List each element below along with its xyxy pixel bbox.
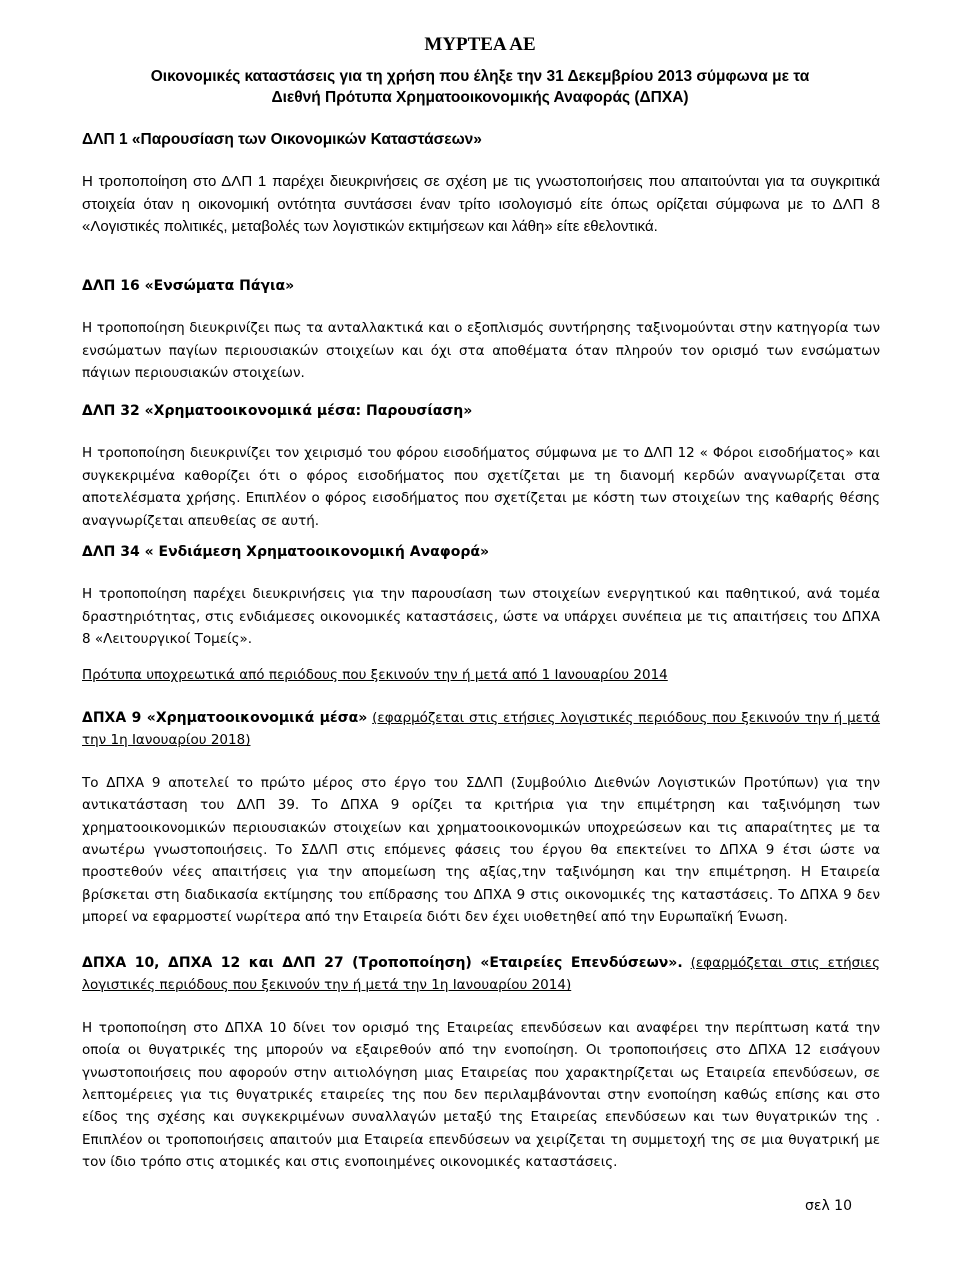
section-ias16 — [82, 275, 880, 385]
section-ias32 — [82, 400, 880, 532]
heading-title: ΔΠΧΑ 9 «Χρηματοοικονομικά μέσα» — [82, 710, 368, 726]
section-ifrs9 — [82, 707, 880, 929]
section-heading — [82, 707, 880, 752]
report-title-line-2: Διεθνή Πρότυπα Χρηματοοικονομικής Αναφοράς (ΔΠΧΑ) — [271, 89, 689, 106]
section-heading — [82, 952, 880, 997]
section-mandatory-standards — [82, 664, 880, 686]
heading-note: (εφαρμόζεται στις ετήσιες λογιστικές περιόδους που ξεκινούν την ή μετά την 1η Ιανουαρίου 2014) — [82, 955, 880, 994]
section-body: Η τροποποίηση στο ΔΛΠ 1 παρέχει διευκρινήσεις σε σχέση με τις γνωστοποιήσεις που απαιτούνται για τα συγκριτικά στοιχεία όταν η οικονομική οντότητα συντάσσει έναν τρίτο ισολογισμό είτε όπως ορίζεται σύμφωνα με το ΔΛΠ 8 «Λογιστικές πολιτικές, μεταβολές των λογιστικών εκτιμήσεων και λάθη» είτε εθελοντικά. — [82, 173, 880, 236]
section-heading: ΔΛΠ 16 «Ενσώματα Πάγια» — [82, 278, 295, 294]
section-ias34 — [82, 541, 880, 651]
section-body: Η τροποποίηση διευκρινίζει τον χειρισμό του φόρου εισοδήματος σύμφωνα με το ΔΛΠ 12 « Φόροι εισοδήματος» και συγκεκριμένα καθορίζει ότι ο φόρος εισοδήματος που σχετίζεται με τη διανομή κερδών αναγνωρίζεται στα αποτελέσματα χρήσης. Επιπλέον ο φόρος εισοδήματος που σχετίζεται με κόστη των στοιχείων της καθαρής θέσης αναγνωρίζεται απευθείας σε αυτή. — [82, 445, 880, 529]
heading-note: (εφαρμόζεται στις ετήσιες λογιστικές περιόδους που ξεκινούν την ή μετά την 1η Ιανουαρίου 2018) — [82, 710, 881, 749]
company-name: ΜΥΡΤΕΑ ΑΕ — [424, 34, 536, 55]
section-ifrs10 — [82, 952, 880, 1174]
section-body: Η τροποποίηση στο ΔΠΧΑ 10 δίνει τον ορισμό της Εταιρείας επενδύσεων και αναφέρει την περίπτωση κατά την οποία οι θυγατρικές της μπορούν να εξαιρεθούν από την ενοποίηση. Οι τροποποιήσεις στο ΔΠΧΑ 12 εισάγουν γνωστοποιήσεις που αφορούν στην αιτιολόγηση μιας Εταιρείας που χαρακτηρίζεται ως Εταιρεία επενδύσεων, σε λεπτομέρειες για τις θυγατρικές εταιρείες της που δεν περιλαμβάνονται στην ενοποίηση καθώς επίσης και στο είδος της σχέσης και συγκεκριμένων συναλλαγών μεταξύ της Εταιρείας επενδύσεων και των θυγατρικών της . Επιπλέον οι τροποποιήσεις απαιτούν μια Εταιρεία επενδύσεων να χειρίζεται τη συμμετοχή της σε μια θυγατρική με τον ίδιο τρόπο στις ατομικές και στις ενοποιημένες οικονομικές καταστάσεις. — [82, 1019, 880, 1171]
section-body: Η τροποποίηση παρέχει διευκρινήσεις για την παρουσίαση των στοιχείων ενεργητικού και παθητικού, ανά τομέα δραστηριότητας, στις ενδιάμεσες οικονομικές καταστάσεις, ώστε να υπάρχει συνέπεια με τις απαιτήσεις του ΔΠΧΑ 8 «Λειτουργικοί Τομείς». — [82, 586, 880, 648]
section-heading: ΔΛΠ 1 «Παρουσίαση των Οικονομικών Καταστάσεων» — [82, 131, 482, 148]
heading-title: ΔΠΧΑ 10, ΔΠΧΑ 12 και ΔΛΠ 27 (Τροποποίηση) «Εταιρείες Επενδύσεων». — [82, 955, 683, 971]
section-heading: ΔΛΠ 34 « Ενδιάμεση Χρηματοοικονομική Αναφορά» — [82, 544, 489, 560]
section-body: Το ΔΠΧΑ 9 αποτελεί το πρώτο μέρος στο έργο του ΣΔΛΠ (Συμβούλιο Διεθνών Λογιστικών Προτύπων) για την αντικατάσταση του ΔΛΠ 39. Το ΔΠΧΑ 9 ορίζει τα κριτήρια για την επιμέτρηση και ταξινόμηση των χρηματοοικονομικών περιουσιακών στοιχείων και χρηματοοικονομικών υποχρεώσεων και τις απαραίτητες με τα ανωτέρω γνωστοποιήσεις. Το ΣΔΛΠ στις επόμενες φάσεις του έργου θα επεκτείνει το ΔΠΧΑ 9 έτσι ώστε να προστεθούν νέες απαιτήσεις για την απομείωση της αξίας,την ταξινόμηση και την επιμέτρηση. Η Εταιρεία βρίσκεται στη διαδικασία εκτίμησης του επίδρασης του ΔΠΧΑ 9 στις οικονομικές της καταστάσεις. Το ΔΠΧΑ 9 δεν μπορεί να εφαρμοστεί νωρίτερα από την Εταιρεία διότι δεν έχει υιοθετηθεί από την Ευρωπαϊκή Ένωση. — [82, 774, 880, 926]
section-heading: ΔΛΠ 32 «Χρηματοοικονομικά μέσα: Παρουσίαση» — [82, 403, 473, 419]
page-number: σελ 10 — [805, 1198, 852, 1214]
section-heading: Πρότυπα υποχρεωτικά από περιόδους που ξεκινούν την ή μετά από 1 Ιανουαρίου 2014 — [82, 667, 668, 683]
section-body: Η τροποποίηση διευκρινίζει πως τα ανταλλακτικά και ο εξοπλισμός συντήρησης ταξινομούνται στην κατηγορία των ενσώματων παγίων περιουσιακών στοιχείων και όχι στα αποθέματα όταν πληρούν τον ορισμό των ενσώματων πάγιων περιουσιακών στοιχείων. — [82, 320, 880, 382]
section-ias1 — [82, 129, 880, 239]
report-title-line-1: Οικονομικές καταστάσεις για τη χρήση που έληξε την 31 Δεκεμβρίου 2013 σύμφωνα με τα — [150, 68, 810, 85]
